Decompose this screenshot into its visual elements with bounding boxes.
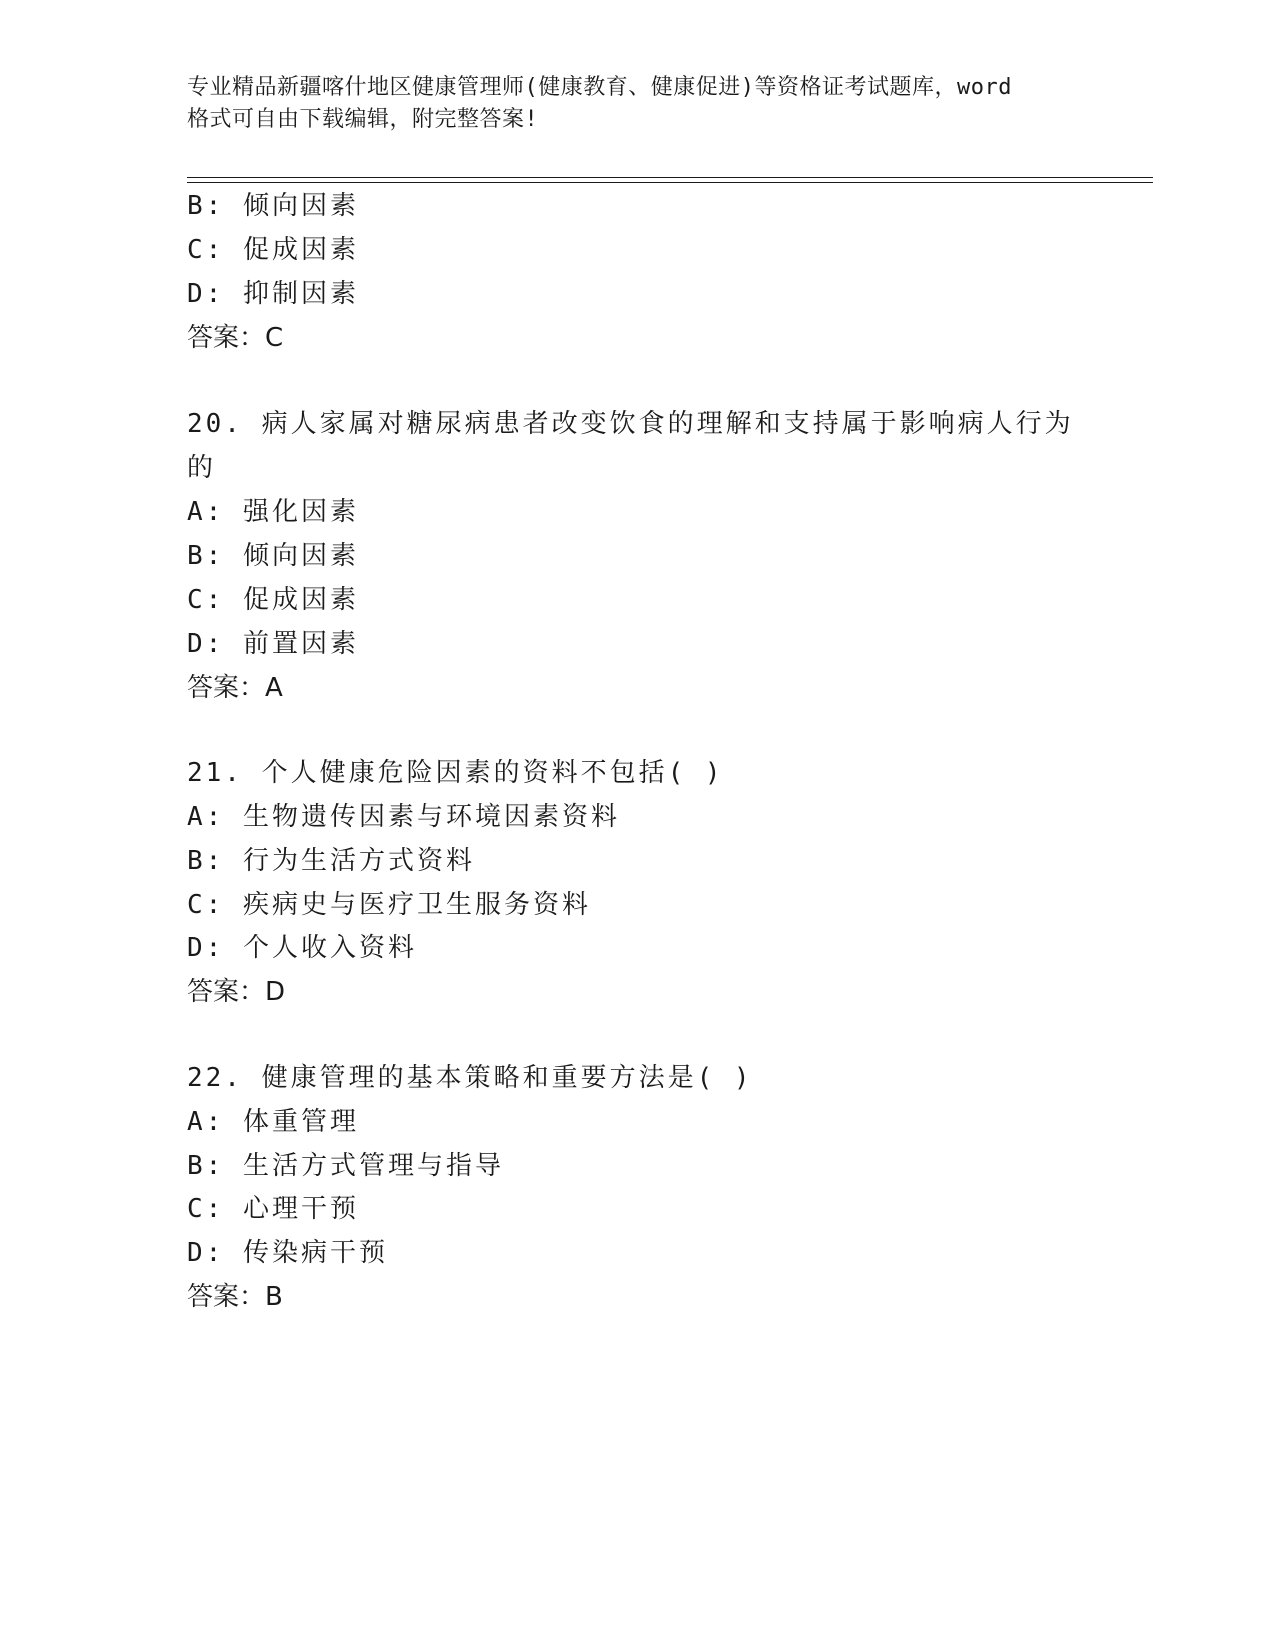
q21-option-c: C: 疾病史与医疗卫生服务资料 <box>187 890 591 920</box>
prev-option-b: B: 倾向因素 <box>187 191 359 221</box>
prev-answer: 答案：C <box>187 323 284 353</box>
prev-option-d: D: 抑制因素 <box>187 279 359 309</box>
q21-stem: 21. 个人健康危险因素的资料不包括( ) <box>187 758 724 788</box>
q20-option-c: C: 促成因素 <box>187 585 359 615</box>
prev-option-c: C: 促成因素 <box>187 235 359 265</box>
header-line-1: 专业精品新疆喀什地区健康管理师(健康教育、健康促进)等资格证考试题库，word <box>187 75 1012 100</box>
q20-answer: 答案：A <box>187 673 283 703</box>
q22-answer: 答案：B <box>187 1282 283 1312</box>
q21-option-d: D: 个人收入资料 <box>187 933 417 963</box>
q21-option-a: A: 生物遗传因素与环境因素资料 <box>187 802 620 832</box>
document-header <box>187 72 1087 136</box>
header-divider-bottom <box>187 182 1153 183</box>
header-divider-top <box>187 177 1153 178</box>
q22-option-b: B: 生活方式管理与指导 <box>187 1151 504 1181</box>
q21-answer: 答案：D <box>187 977 286 1007</box>
header-line-2: 格式可自由下载编辑，附完整答案! <box>187 107 539 132</box>
q21-option-b: B: 行为生活方式资料 <box>187 846 475 876</box>
q22-stem: 22. 健康管理的基本策略和重要方法是( ) <box>187 1063 753 1093</box>
q22-option-c: C: 心理干预 <box>187 1194 359 1224</box>
q20-stem-line-1: 20. 病人家属对糖尿病患者改变饮食的理解和支持属于影响病人行为 <box>187 409 1074 439</box>
q22-option-a: A: 体重管理 <box>187 1107 359 1137</box>
q20-option-d: D: 前置因素 <box>187 629 359 659</box>
q20-option-b: B: 倾向因素 <box>187 541 359 571</box>
q20-stem-line-2: 的 <box>187 453 217 483</box>
q20-option-a: A: 强化因素 <box>187 497 359 527</box>
q22-option-d: D: 传染病干预 <box>187 1238 388 1268</box>
